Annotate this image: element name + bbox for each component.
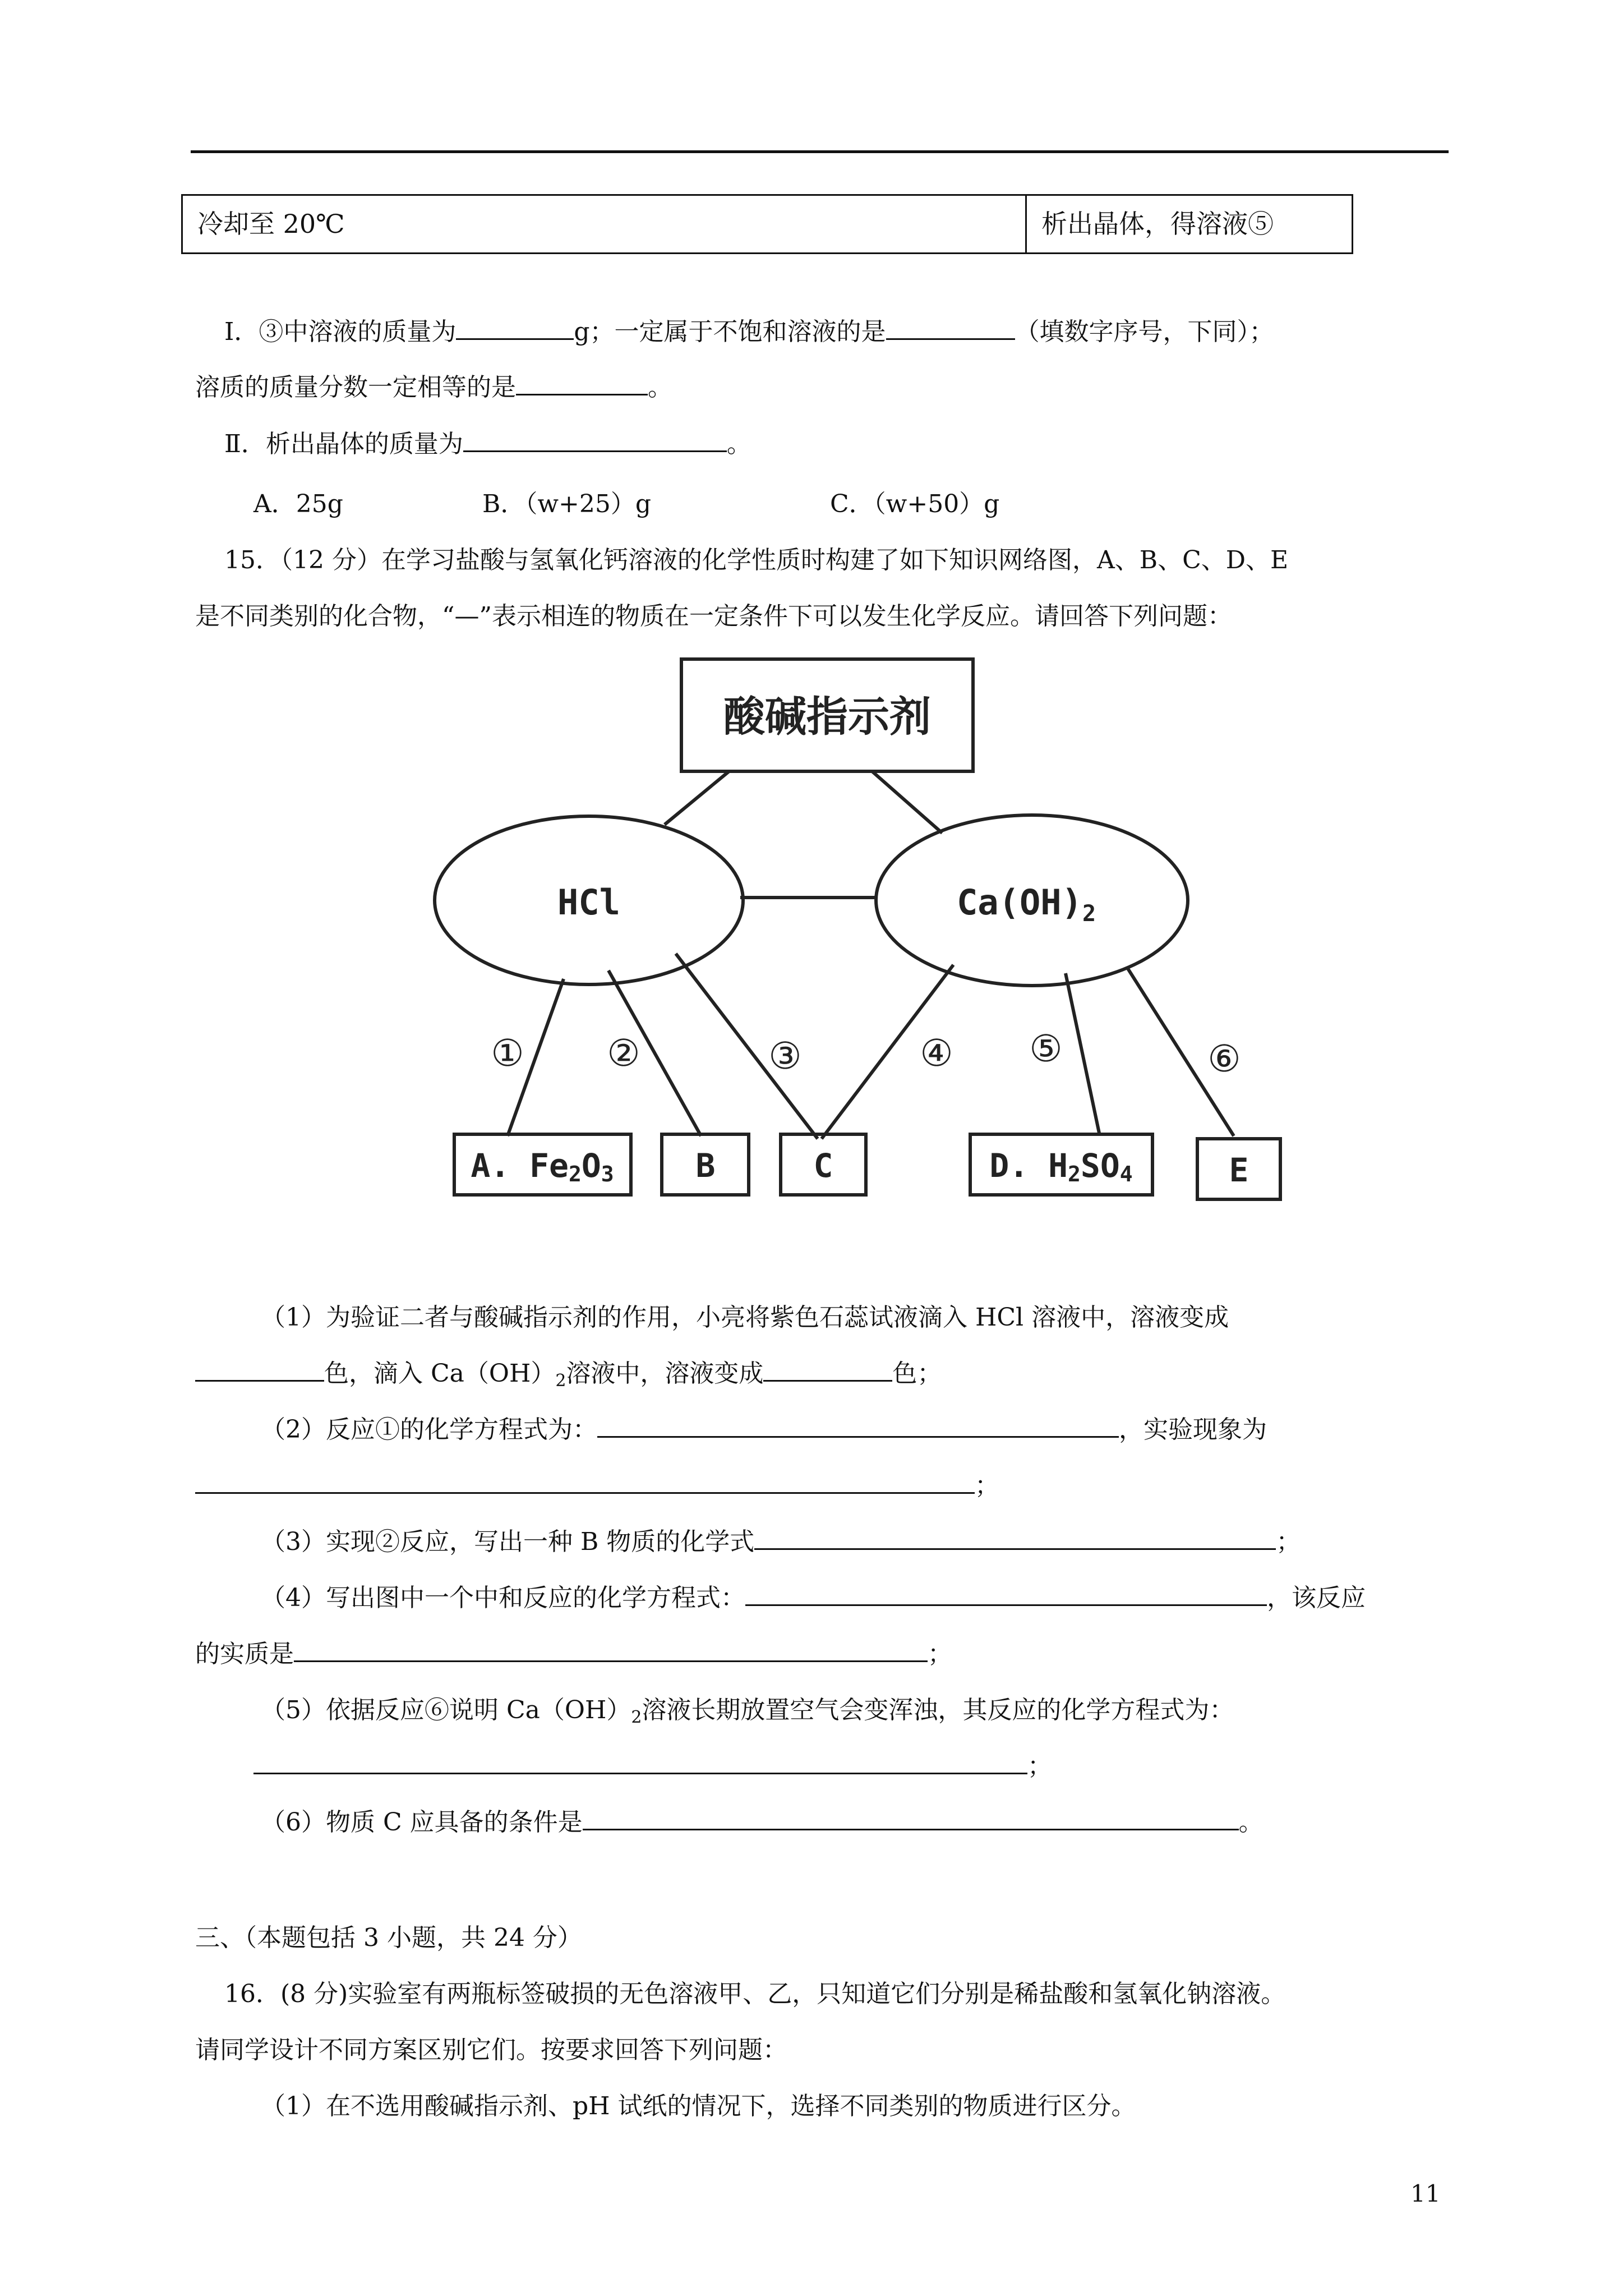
section-heading: 三、（本题包括 3 小题，共 24 分） (195, 1924, 582, 1952)
q15-intro-line1: 15．（12 分）在学习盐酸与氢氧化钙溶液的化学性质时构建了如下知识网络图，A、B、C、D、E (224, 546, 1289, 574)
q16-line1: 16．(8 分)实验室有两瓶标签破损的无色溶液甲、乙，只知道它们分别是稀盐酸和氢氧化钠溶液。 (224, 1980, 1286, 2008)
indicator-label: 酸碱指示剂 (723, 693, 931, 741)
reaction-label-3: ③ (768, 1034, 802, 1078)
q14-part1-line1: I．③中溶液的质量为 g；一定属于不饱和溶液的是 （填数字序号，下同）； (224, 311, 1274, 347)
q16-s1: （1）在不选用酸碱指示剂、pH 试纸的情况下，选择不同类别的物质进行区分。 (261, 2092, 1136, 2120)
answer-blank[interactable] (253, 1748, 1027, 1774)
q15-s5-line1: （5）依据反应⑥说明 $Ca(OH)_2$溶液长期放置空气会变浑浊，其反应的化学方程式为： (261, 1696, 1234, 1727)
answer-blank[interactable] (195, 1467, 975, 1494)
q15-s2-line1: （2）反应①的化学方程式为： ，实验现象为 (261, 1409, 1267, 1445)
q15-s6: （6）物质 C 应具备的条件是 。 (261, 1802, 1264, 1838)
q14-option-b: B．（w+25）g (482, 490, 652, 518)
reaction-label-4: ④ (920, 1032, 953, 1075)
box-c-label: C (813, 1147, 833, 1185)
answer-blank[interactable] (745, 1580, 1267, 1606)
answer-blank[interactable] (583, 1804, 1239, 1830)
q15-s2-line2: ； (195, 1465, 999, 1501)
q15-s1-line1: （1）为验证二者与酸碱指示剂的作用，小亮将紫色石蕊试液滴入 HCl 溶液中，溶液变成 (261, 1303, 1229, 1332)
q15-s5-line2: ； (253, 1746, 1052, 1782)
q14-option-c: C．（w+50）g (830, 490, 1000, 518)
q15-s4-line1: （4）写出图中一个中和反应的化学方程式： ，该反应 (261, 1577, 1366, 1613)
answer-blank[interactable] (597, 1411, 1119, 1438)
reaction-label-6: ⑥ (1207, 1037, 1241, 1080)
q15-s4-line2: 的实质是 ； (195, 1634, 952, 1669)
box-b-label: B (695, 1147, 716, 1185)
connector-line (1066, 973, 1099, 1133)
q15-intro-line2: 是不同类别的化合物，“—”表示相连的物质在一定条件下可以发生化学反应。请回答下列问题： (195, 602, 1232, 631)
q15-s3: （3）实现②反应，写出一种 B 物质的化学式 ； (261, 1521, 1301, 1557)
box-a-label: A. Fe2O3 (471, 1147, 614, 1186)
q14-part2: Ⅱ．析出晶体的质量为 。 (224, 424, 751, 459)
hcl-label: HCl (557, 882, 620, 923)
answer-blank[interactable] (763, 1355, 892, 1382)
connector-line (872, 771, 942, 833)
answer-blank[interactable] (294, 1636, 928, 1662)
reaction-label-2: ② (607, 1032, 640, 1075)
connector-line (665, 771, 729, 825)
q14-part1-line2: 溶质的质量分数一定相等的是 。 (195, 367, 672, 403)
caoh2-label: Ca(OH)2 (956, 882, 1096, 927)
q15-s1-line2: 色，滴入 $Ca(OH)_2$溶液中，溶液变成 色； (195, 1353, 942, 1391)
answer-blank[interactable] (754, 1524, 1276, 1550)
table-cell-step: 冷却至 20℃ (182, 195, 1026, 254)
reaction-label-1: ① (491, 1032, 524, 1075)
q16-line2: 请同学设计不同方案区别它们。按要求回答下列问题： (195, 2036, 787, 2064)
box-d-label: D. H2SO4 (989, 1147, 1133, 1186)
box-e-label: E (1229, 1151, 1249, 1189)
table-cell-result: 析出晶体，得溶液⑤ (1026, 195, 1353, 254)
answer-blank[interactable] (195, 1355, 324, 1382)
q14-option-a: A．25g (253, 490, 343, 518)
page-number: 11 (1410, 2180, 1441, 2207)
reaction-label-5: ⑤ (1029, 1027, 1063, 1070)
